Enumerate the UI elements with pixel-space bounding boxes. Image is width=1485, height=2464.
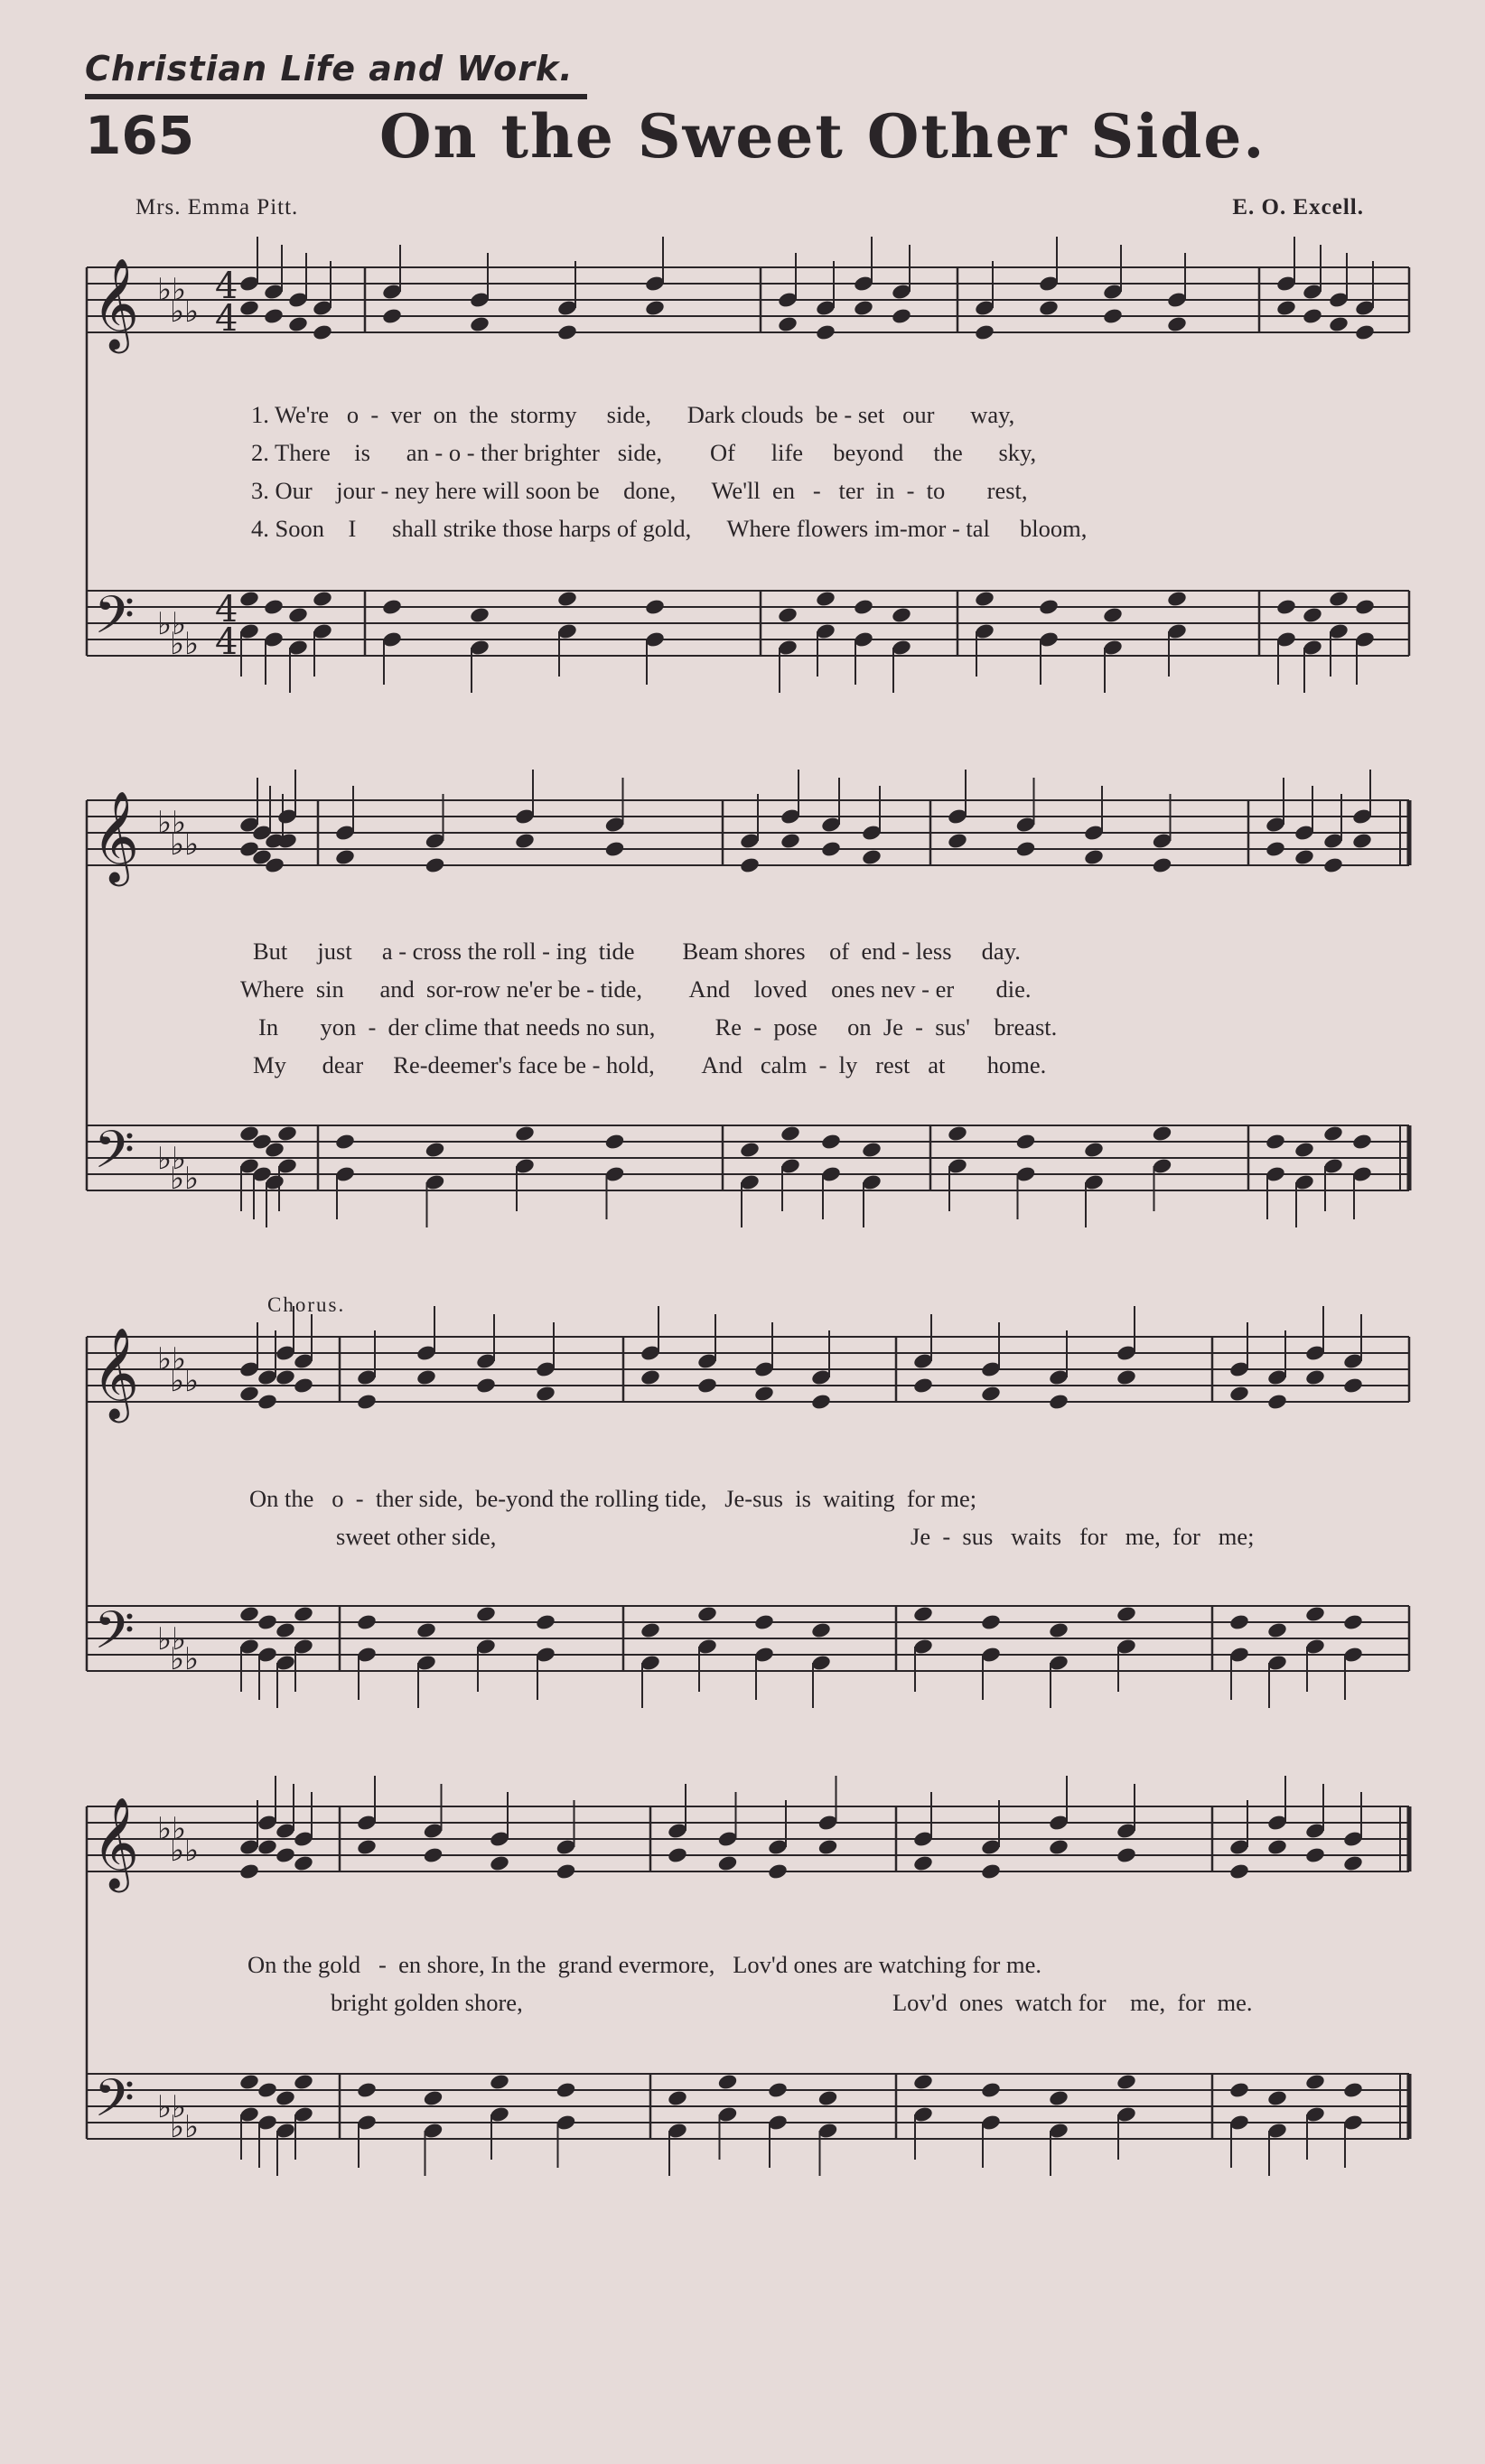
note-head-icon <box>334 1133 356 1151</box>
note-head-icon <box>356 1838 378 1856</box>
note-head-icon <box>1038 299 1060 317</box>
note-head-icon <box>1166 315 1188 333</box>
note-head-icon <box>1166 590 1188 608</box>
note-head-icon <box>820 840 842 858</box>
note-head-icon <box>696 1377 718 1395</box>
bass-clef-icon: 𝄢 <box>94 2067 135 2142</box>
verse-line-1a: 1. We're o - ver on the stormy side, Dark clouds be - set our way, <box>251 401 1015 428</box>
note-head-icon <box>1294 848 1315 866</box>
verse-line-2b: Where sin and sor-row ne'er be - tide, And loved ones nev - er die. <box>240 975 1032 1003</box>
key-flat-icon: ♭♭ <box>170 294 200 330</box>
note-head-icon <box>912 1377 934 1395</box>
note-head-icon <box>287 606 309 624</box>
note-head-icon <box>1102 307 1124 325</box>
note-head-icon <box>739 1141 761 1159</box>
note-head-icon <box>257 1393 278 1411</box>
note-head-icon <box>980 1613 1002 1631</box>
note-head-icon <box>739 856 761 874</box>
note-head-icon <box>1048 2089 1069 2107</box>
key-flat-icon: ♭♭ <box>157 805 187 841</box>
note-head-icon <box>423 1846 444 1864</box>
note-head-icon <box>1342 1613 1364 1631</box>
note-head-icon <box>1228 1385 1250 1403</box>
note-head-icon <box>980 2081 1002 2099</box>
note-head-icon <box>1048 1621 1069 1639</box>
note-head-icon <box>276 832 298 850</box>
note-head-icon <box>1342 2081 1364 2099</box>
note-head-icon <box>475 1605 497 1623</box>
note-head-icon <box>1304 1368 1326 1386</box>
note-head-icon <box>780 1125 801 1143</box>
note-head-icon <box>1302 307 1323 325</box>
verse-line-1b: But just a - cross the roll - ing tide Beam shores of end - less day. <box>253 938 1021 965</box>
note-head-icon <box>275 1621 296 1639</box>
note-head-icon <box>514 1125 536 1143</box>
note-head-icon <box>293 1377 314 1395</box>
note-head-icon <box>1328 590 1350 608</box>
treble-clef-icon: 𝄞 <box>92 1326 140 1419</box>
time-sig-icon: 4 <box>215 621 238 663</box>
note-head-icon <box>780 832 801 850</box>
note-head-icon <box>777 606 799 624</box>
note-head-icon <box>1116 2073 1137 2091</box>
note-head-icon <box>667 1846 688 1864</box>
note-head-icon <box>1354 598 1376 616</box>
note-head-icon <box>1342 1854 1364 1872</box>
note-head-icon <box>604 840 626 858</box>
treble-clef-icon: 𝄞 <box>92 789 140 882</box>
note-head-icon <box>640 1368 661 1386</box>
note-head-icon <box>1116 1605 1137 1623</box>
key-flat-icon: ♭♭ <box>170 2109 200 2145</box>
treble-clef-icon: 𝄞 <box>92 1796 140 1889</box>
bass-clef-icon: 𝄢 <box>94 1119 135 1193</box>
key-flat-icon: ♭♭ <box>157 1811 187 1847</box>
note-head-icon <box>912 1605 934 1623</box>
note-head-icon <box>275 1368 296 1386</box>
note-head-icon <box>1351 1133 1373 1151</box>
note-head-icon <box>947 1125 968 1143</box>
note-head-icon <box>767 2081 789 2099</box>
note-head-icon <box>753 1385 775 1403</box>
note-head-icon <box>861 1141 883 1159</box>
note-head-icon <box>1342 1377 1364 1395</box>
note-head-icon <box>1228 1613 1250 1631</box>
note-head-icon <box>817 1838 839 1856</box>
note-head-icon <box>777 315 799 333</box>
note-head-icon <box>891 606 912 624</box>
note-head-icon <box>556 1862 577 1881</box>
verse-line-3b: In yon - der clime that needs no sun, Re - pose on Je - sus' breast. <box>258 1013 1058 1041</box>
key-flat-icon: ♭♭ <box>170 1833 200 1869</box>
note-head-icon <box>853 598 874 616</box>
chorus-line-2-bass-b: Lov'd ones watch for me, for me. <box>892 1989 1253 2016</box>
note-head-icon <box>1102 606 1124 624</box>
note-head-icon <box>416 1621 437 1639</box>
note-head-icon <box>640 1621 661 1639</box>
note-head-icon <box>556 590 578 608</box>
note-head-icon <box>489 1854 510 1872</box>
note-head-icon <box>717 1854 739 1872</box>
chorus-line-1: On the o - ther side, be-yond the rolling tide, Je-sus is waiting for me; <box>249 1485 977 1512</box>
note-head-icon <box>815 323 836 341</box>
note-head-icon <box>753 1613 775 1631</box>
note-head-icon <box>891 307 912 325</box>
verse-line-4b: My dear Re-deemer's face be - hold, And calm - ly rest at home. <box>253 1051 1047 1078</box>
note-head-icon <box>1015 840 1037 858</box>
note-head-icon <box>238 1862 260 1881</box>
key-flat-icon: ♭♭ <box>157 1341 187 1377</box>
chorus-line-2: On the gold - en shore, In the grand evermore, Lov'd ones are watching for me. <box>248 1951 1041 1978</box>
note-head-icon <box>1275 598 1297 616</box>
note-head-icon <box>312 323 333 341</box>
note-head-icon <box>644 598 666 616</box>
note-head-icon <box>1266 1621 1288 1639</box>
note-head-icon <box>1351 832 1373 850</box>
note-head-icon <box>1116 1368 1137 1386</box>
note-head-icon <box>1304 1605 1326 1623</box>
note-head-icon <box>1228 2081 1250 2099</box>
hymn-title: On the Sweet Other Side. <box>379 101 1266 172</box>
note-head-icon <box>1322 1125 1344 1143</box>
key-flat-icon: ♭♭ <box>170 1363 200 1399</box>
key-flat-icon: ♭♭ <box>157 606 187 642</box>
note-head-icon <box>604 1133 626 1151</box>
note-head-icon <box>238 1605 260 1623</box>
note-head-icon <box>1048 1393 1069 1411</box>
note-head-icon <box>312 590 333 608</box>
note-head-icon <box>1152 856 1173 874</box>
note-head-icon <box>1275 299 1297 317</box>
note-head-icon <box>425 1141 446 1159</box>
note-head-icon <box>535 1613 556 1631</box>
note-head-icon <box>667 2089 688 2107</box>
note-head-icon <box>257 1838 278 1856</box>
note-head-icon <box>1152 1125 1173 1143</box>
note-head-icon <box>820 1133 842 1151</box>
note-head-icon <box>276 1125 298 1143</box>
chorus-line-1-bass: sweet other side, <box>336 1523 497 1550</box>
note-head-icon <box>381 598 403 616</box>
note-head-icon <box>356 1393 378 1411</box>
note-head-icon <box>293 1605 314 1623</box>
note-head-icon <box>356 1613 378 1631</box>
note-head-icon <box>912 2073 934 2091</box>
note-head-icon <box>1294 1141 1315 1159</box>
note-head-icon <box>275 2089 296 2107</box>
note-head-icon <box>767 1862 789 1881</box>
note-head-icon <box>644 299 666 317</box>
note-head-icon <box>1302 606 1323 624</box>
note-head-icon <box>1328 315 1350 333</box>
bass-clef-icon: 𝄢 <box>94 584 135 658</box>
key-flat-icon: ♭♭ <box>157 1141 187 1177</box>
note-head-icon <box>817 2089 839 2107</box>
note-head-icon <box>1116 1846 1137 1864</box>
time-sig-icon: 4 <box>215 266 238 307</box>
chorus-label: Chorus. <box>267 1293 346 1316</box>
chorus-line-2-bass: bright golden shore, <box>331 1989 523 2016</box>
key-flat-icon: ♭♭ <box>157 2089 187 2125</box>
time-sig-icon: 4 <box>215 298 238 340</box>
note-head-icon <box>815 590 836 608</box>
note-head-icon <box>947 832 968 850</box>
note-head-icon <box>469 315 490 333</box>
note-head-icon <box>1265 840 1286 858</box>
key-flat-icon: ♭♭ <box>157 272 187 308</box>
note-head-icon <box>257 2081 278 2099</box>
key-flat-icon: ♭♭ <box>170 1161 200 1197</box>
note-head-icon <box>356 2081 378 2099</box>
bass-clef-icon: 𝄢 <box>94 1600 135 1674</box>
hymn-number: 165 <box>85 105 195 166</box>
note-head-icon <box>974 590 995 608</box>
note-head-icon <box>1083 848 1105 866</box>
note-head-icon <box>1265 1133 1286 1151</box>
note-head-icon <box>238 299 260 317</box>
note-head-icon <box>416 1368 437 1386</box>
composer-credit: E. O. Excell. <box>1232 195 1364 219</box>
note-head-icon <box>293 2073 314 2091</box>
key-flat-icon: ♭♭ <box>170 1641 200 1677</box>
note-head-icon <box>1304 2073 1326 2091</box>
note-head-icon <box>475 1377 497 1395</box>
note-head-icon <box>535 1385 556 1403</box>
note-head-icon <box>1266 1393 1288 1411</box>
lyricist-credit: Mrs. Emma Pitt. <box>135 195 299 219</box>
verse-line-2a: 2. There is an - o - ther brighter side, Of life beyond the sky, <box>251 439 1037 466</box>
note-head-icon <box>696 1605 718 1623</box>
note-head-icon <box>293 1854 314 1872</box>
key-flat-icon: ♭♭ <box>170 626 200 662</box>
note-head-icon <box>556 2081 577 2099</box>
note-head-icon <box>980 1385 1002 1403</box>
note-head-icon <box>1048 1838 1069 1856</box>
chorus-line-1-bass-b: Je - sus waits for me, for me; <box>911 1523 1255 1550</box>
note-head-icon <box>425 856 446 874</box>
note-head-icon <box>238 590 260 608</box>
note-head-icon <box>980 1862 1002 1881</box>
note-head-icon <box>238 2073 260 2091</box>
note-head-icon <box>1322 856 1344 874</box>
note-head-icon <box>275 1846 296 1864</box>
note-head-icon <box>263 598 285 616</box>
note-head-icon <box>263 307 285 325</box>
verse-line-4a: 4. Soon I shall strike those harps of gold, Where flowers im-mor - tal bloom, <box>251 515 1088 542</box>
note-head-icon <box>514 832 536 850</box>
note-head-icon <box>1038 598 1060 616</box>
note-head-icon <box>861 848 883 866</box>
note-head-icon <box>1266 2089 1288 2107</box>
note-head-icon <box>1354 323 1376 341</box>
verse-line-3a: 3. Our jour - ney here will soon be done, We'll en - ter in - to rest, <box>251 477 1028 504</box>
note-head-icon <box>469 606 490 624</box>
note-head-icon <box>257 1613 278 1631</box>
note-head-icon <box>1015 1133 1037 1151</box>
note-head-icon <box>287 315 309 333</box>
note-head-icon <box>1266 1838 1288 1856</box>
note-head-icon <box>810 1621 832 1639</box>
note-head-icon <box>853 299 874 317</box>
note-head-icon <box>381 307 403 325</box>
note-head-icon <box>1228 1862 1250 1881</box>
note-head-icon <box>810 1393 832 1411</box>
time-sig-icon: 4 <box>215 589 238 630</box>
note-head-icon <box>717 2073 739 2091</box>
note-head-icon <box>1304 1846 1326 1864</box>
note-head-icon <box>556 323 578 341</box>
note-head-icon <box>423 2089 444 2107</box>
note-head-icon <box>238 1385 260 1403</box>
note-head-icon <box>912 1854 934 1872</box>
key-flat-icon: ♭♭ <box>170 826 200 863</box>
section-heading: Christian Life and Work. <box>85 49 574 89</box>
key-flat-icon: ♭♭ <box>157 1621 187 1657</box>
note-head-icon <box>334 848 356 866</box>
note-head-icon <box>974 323 995 341</box>
note-head-icon <box>489 2073 510 2091</box>
note-head-icon <box>1083 1141 1105 1159</box>
treble-clef-icon: 𝄞 <box>92 257 140 350</box>
